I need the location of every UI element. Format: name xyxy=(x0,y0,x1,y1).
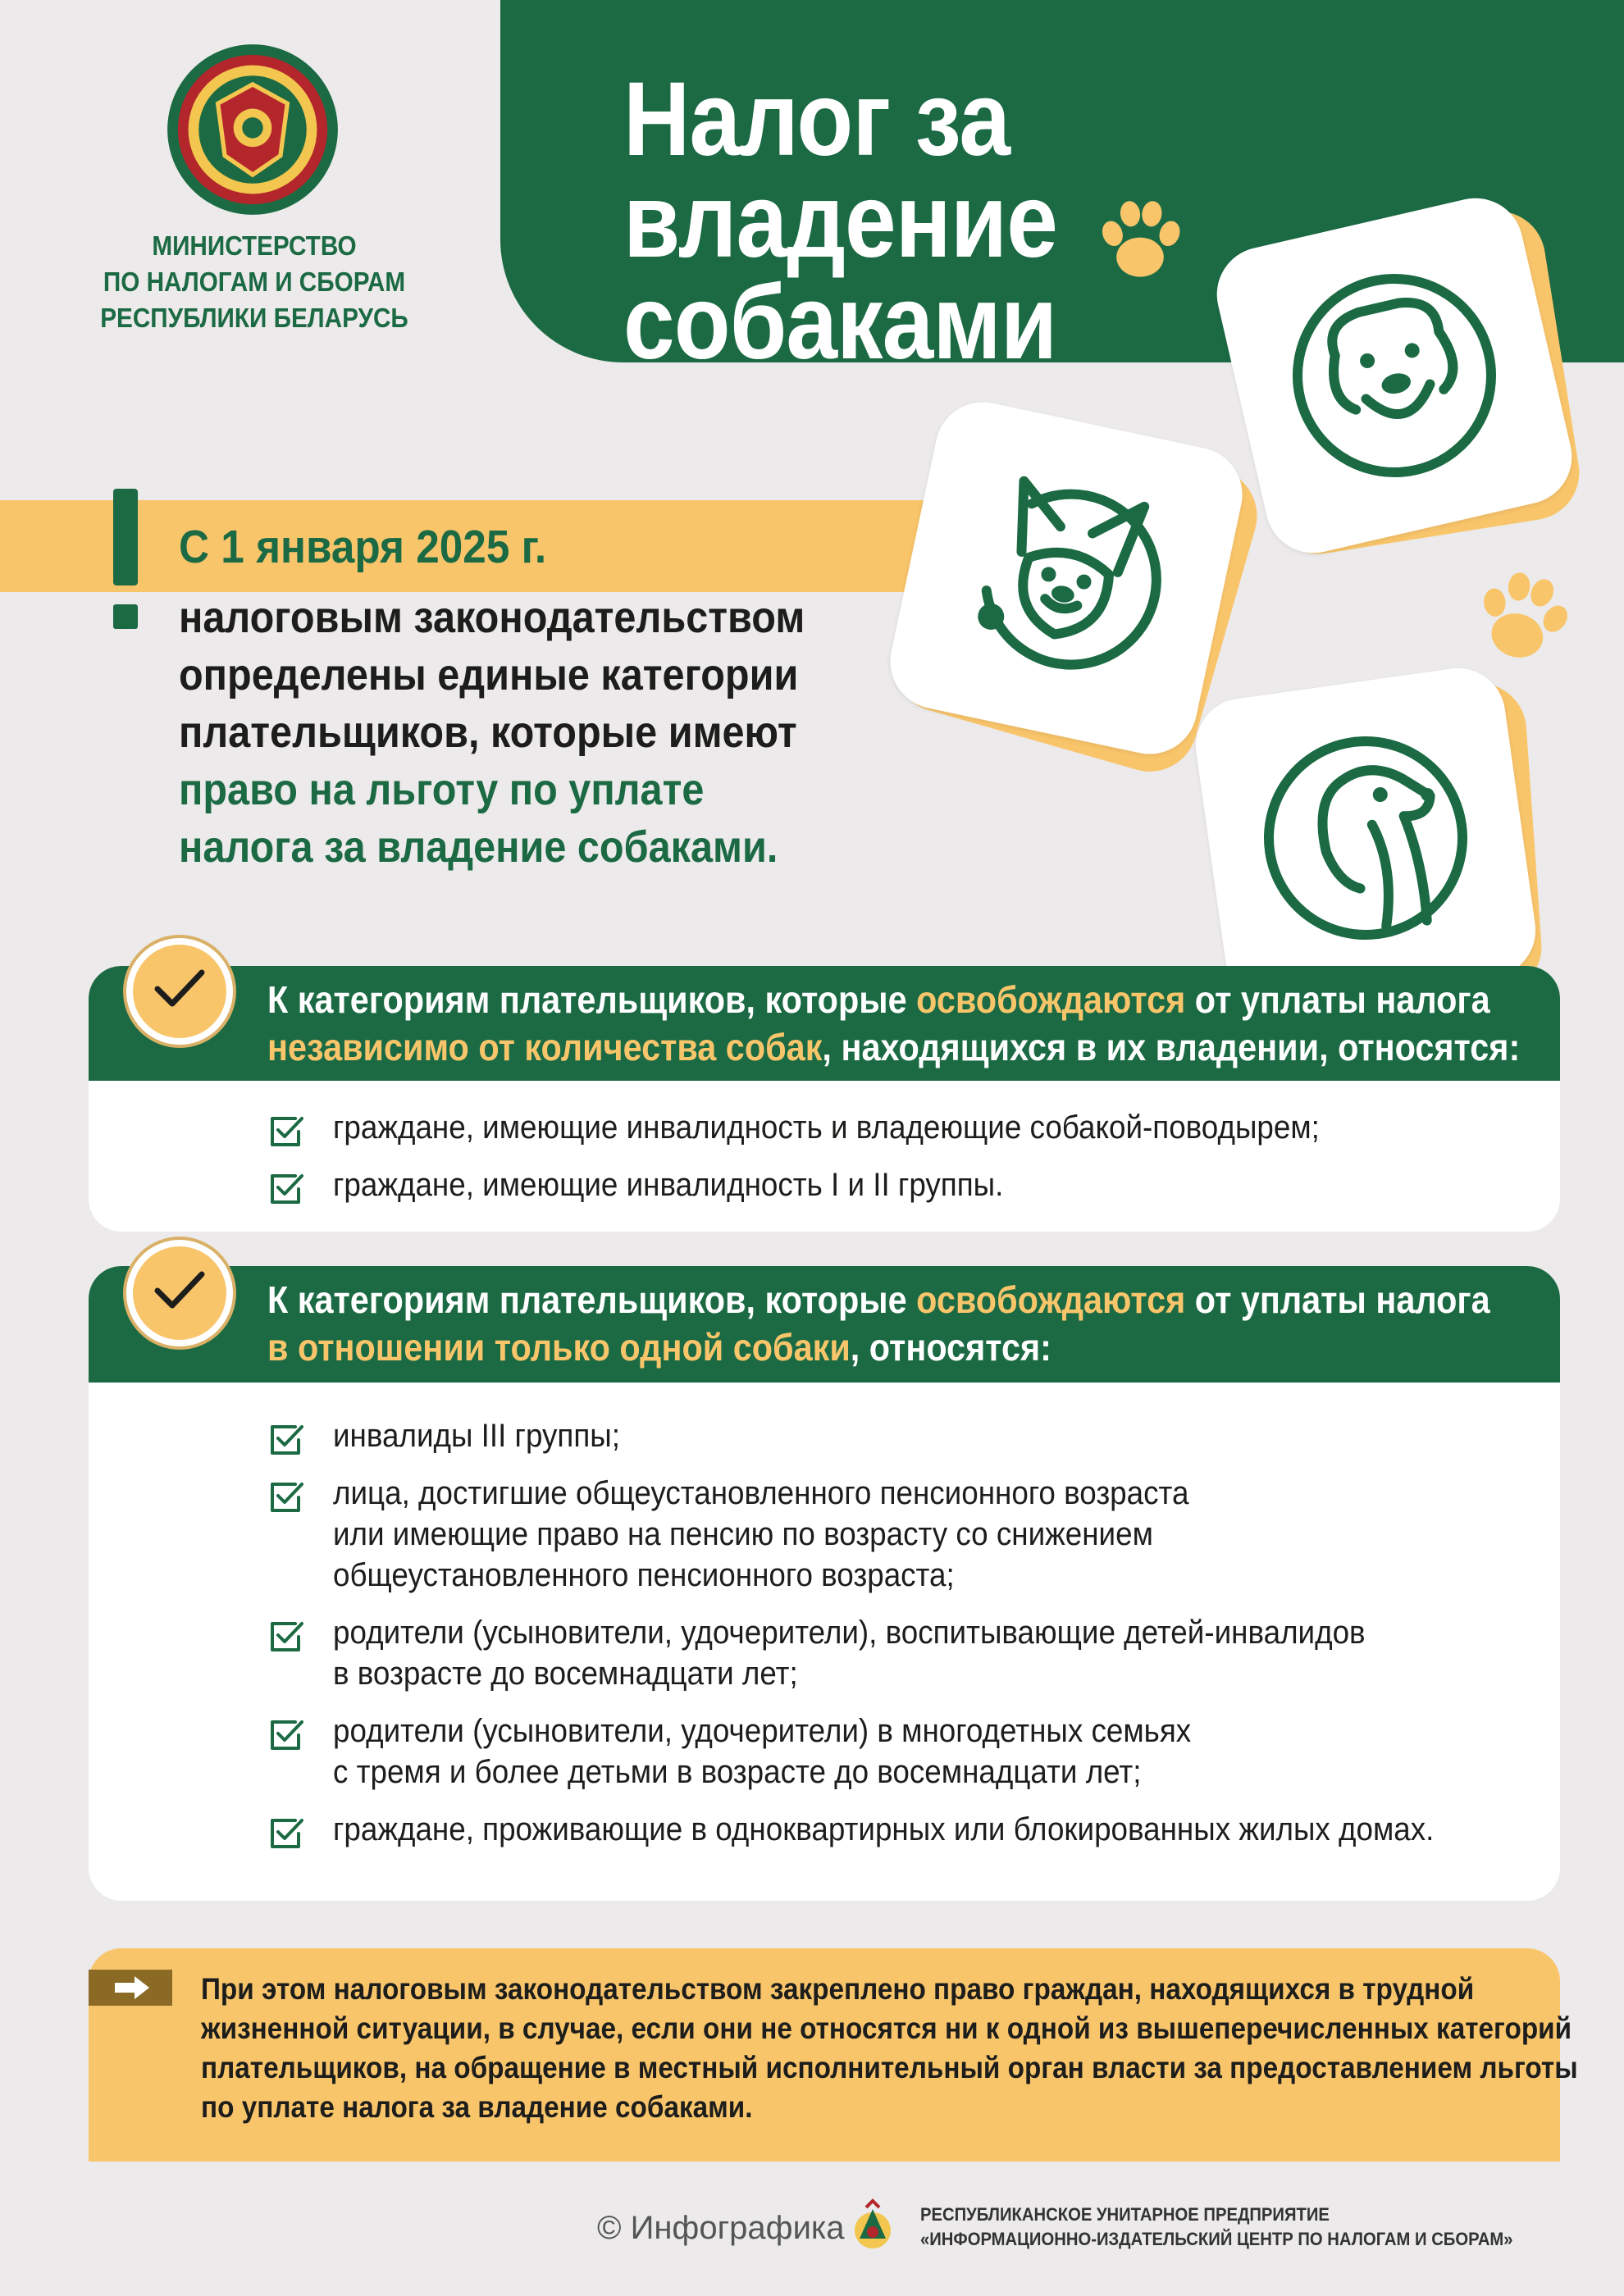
footer-organization xyxy=(920,2203,1513,2252)
intro-date: С 1 января 2025 г. xyxy=(179,521,547,573)
checkbox-icon xyxy=(267,1114,305,1150)
ministry-name xyxy=(70,228,439,336)
list-item xyxy=(267,1612,1547,1694)
intro-text xyxy=(179,589,917,876)
section-1-header-line-2: независимо от количества собак, находящихся в их владении, относятся: xyxy=(267,1026,1521,1068)
list-item-text: общеустановленного пенсионного возраста; xyxy=(333,1557,955,1593)
dog-tile-spaniel xyxy=(1189,662,1541,1014)
section-2-check-badge xyxy=(123,1237,236,1350)
checkmark-icon xyxy=(151,1268,208,1314)
title-line-1: Налог за владение xyxy=(623,61,1057,280)
checkbox-icon xyxy=(267,1815,305,1852)
list-item xyxy=(267,1473,1547,1596)
list-item-text: граждане, имеющие инвалидность и владеющие собакой-поводырем; xyxy=(333,1109,1320,1146)
spaniel-dog-icon xyxy=(1189,662,1541,1014)
intro-line-1: налоговым законодательством xyxy=(179,593,805,642)
exclamation-dot xyxy=(113,604,138,629)
ministry-line-1: МИНИСТЕРСТВО xyxy=(152,230,357,261)
section-1-list xyxy=(267,1107,1547,1222)
note-line-2: жизненной ситуации, в случае, если они не относятся ни к одной из вышеперечисленных категорий xyxy=(201,2011,1572,2045)
section-1-header xyxy=(89,966,1560,1081)
ministry-line-2: ПО НАЛОГАМ И СБОРАМ xyxy=(103,266,406,297)
list-item xyxy=(267,1711,1547,1793)
list-item-text: граждане, проживающие в одноквартирных или блокированных жилых домах. xyxy=(333,1811,1435,1847)
paw-icon xyxy=(1456,550,1589,683)
section-2-list xyxy=(267,1415,1547,1866)
intro-line-4: право на льготу по уплате xyxy=(179,765,705,814)
ministry-line-3: РЕСПУБЛИКИ БЕЛАРУСЬ xyxy=(100,303,408,333)
intro-line-3: плательщиков, которые имеют xyxy=(179,708,797,757)
note-line-3: плательщиков, на обращение в местный исполнительный орган власти за предоставлением льготы xyxy=(201,2051,1578,2084)
note-line-1: При этом налоговым законодательством закреплено право граждан, находящихся в трудной xyxy=(201,1972,1475,2006)
list-item-text: родители (усыновители, удочерители), воспитывающие детей-инвалидов xyxy=(333,1615,1366,1651)
list-item-text: лица, достигшие общеустановленного пенсионного возраста xyxy=(333,1475,1189,1511)
section-2-header xyxy=(89,1266,1560,1383)
section-exempt-one-dog xyxy=(89,1266,1560,1901)
footer-copyright: © Инфографика xyxy=(597,2210,845,2246)
list-item-text: или имеющие право на пенсию по возрасту со снижением xyxy=(333,1516,1153,1552)
checkbox-icon xyxy=(267,1422,305,1458)
list-item-text: родители (усыновители, удочерители) в многодетных семьях xyxy=(333,1713,1192,1749)
section-1-check-badge xyxy=(123,935,236,1048)
list-item xyxy=(267,1415,1547,1456)
list-item-text: с тремя и более детьми в возрасте до восемнадцати лет; xyxy=(333,1754,1142,1790)
list-item-text: граждане, имеющие инвалидность I и II группы. xyxy=(333,1167,1004,1203)
list-item-text: инвалиды III группы; xyxy=(333,1418,620,1454)
paw-icon xyxy=(1091,190,1189,289)
footer-org-line-1: РЕСПУБЛИКАНСКОЕ УНИТАРНОЕ ПРЕДПРИЯТИЕ xyxy=(920,2204,1330,2225)
ministry-emblem-icon xyxy=(166,43,340,216)
intro-line-5: налога за владение собаками. xyxy=(179,822,778,872)
title-line-2: собаками xyxy=(623,264,1057,381)
list-item xyxy=(267,1107,1547,1148)
section-exempt-all-dogs xyxy=(89,966,1560,1232)
section-2-header-line-1: К категориям плательщиков, которые освобождаются от уплаты налога xyxy=(267,1278,1490,1321)
arrow-right-icon xyxy=(89,1970,172,2006)
list-item xyxy=(267,1164,1547,1205)
checkmark-icon xyxy=(151,966,208,1012)
checkbox-icon xyxy=(267,1479,305,1515)
publisher-logo-icon xyxy=(843,2198,902,2257)
list-item xyxy=(267,1809,1547,1850)
list-item-text: в возрасте до восемнадцати лет; xyxy=(333,1656,798,1692)
checkbox-icon xyxy=(267,1717,305,1753)
intro-line-2: определены единые категории xyxy=(179,650,799,699)
note-text xyxy=(201,1970,1578,2127)
footer-org-line-2: «ИНФОРМАЦИОННО-ИЗДАТЕЛЬСКИЙ ЦЕНТР ПО НАЛОГАМ И СБОРАМ» xyxy=(920,2229,1513,2249)
section-1-header-line-1: К категориям плательщиков, которые освобождаются от уплаты налога xyxy=(267,978,1490,1021)
checkbox-icon xyxy=(267,1171,305,1207)
section-2-header-line-2: в отношении только одной собаки, относятся: xyxy=(267,1326,1051,1369)
checkbox-icon xyxy=(267,1619,305,1655)
note-line-4: по уплате налога за владение собаками. xyxy=(201,2090,753,2124)
exclamation-icon xyxy=(113,489,138,585)
